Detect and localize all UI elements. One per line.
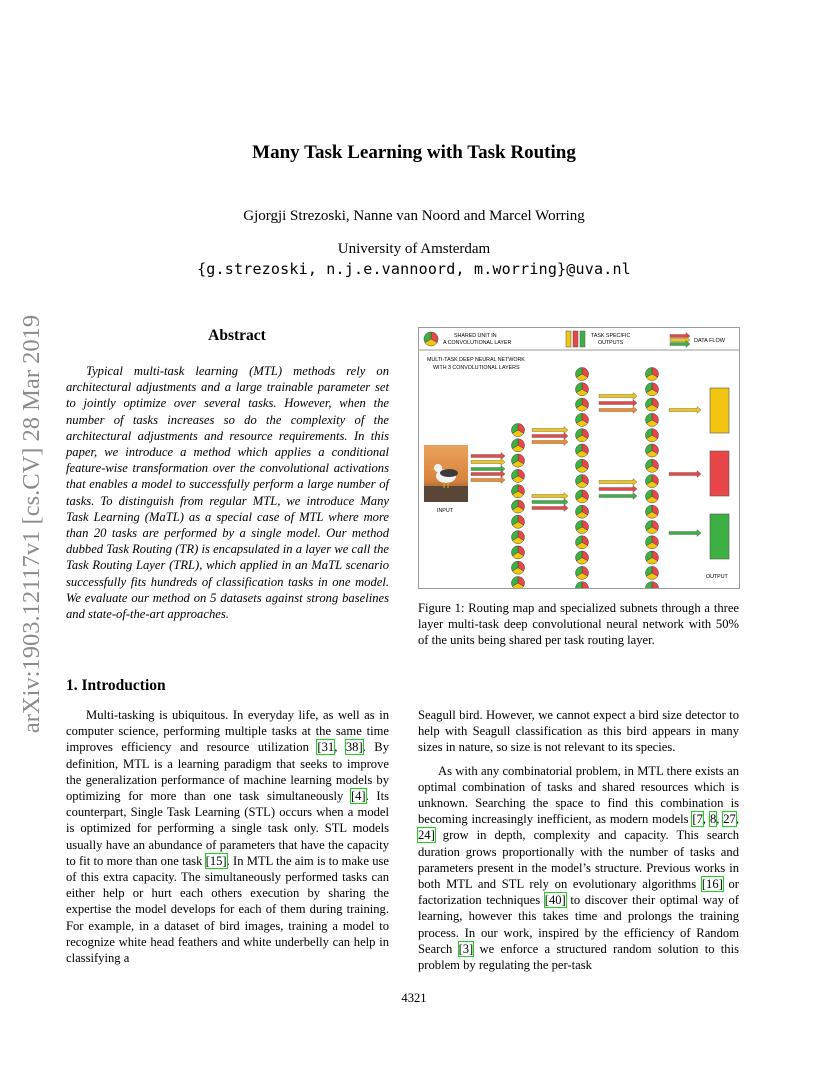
output-bar-yellow — [710, 388, 729, 433]
data-flow-arrow — [532, 439, 568, 446]
output-label: OUTPUT — [706, 574, 728, 580]
paper-emails: {g.strezoski, n.j.e.vannoord, m.worring}@uva.nl — [197, 260, 631, 278]
text-run: we enforce a structured random solution to this problem by regulating the per-task — [418, 941, 739, 973]
citation-link[interactable]: [3] — [458, 941, 474, 956]
intro-paragraph-1-continued: Seagull bird. However, we cannot expect a bird size detector to help with Seagull classification as this bird appears in many sizes in nature, so size is not relevant to its species. — [418, 708, 739, 755]
legend-shared-line1: SHARED UNIT IN — [454, 333, 497, 339]
network-unit — [512, 546, 525, 559]
intro-paragraph-2 — [418, 763, 739, 974]
data-flow-arrow — [669, 407, 701, 414]
figure-1 — [418, 327, 740, 589]
citation-link[interactable]: [40] — [544, 893, 566, 908]
intro-left-column — [66, 707, 389, 966]
shared-unit-icon — [424, 332, 438, 346]
network-unit — [512, 469, 525, 482]
arxiv-stamp — [17, 286, 47, 762]
network-unit — [512, 424, 525, 437]
network-unit — [576, 566, 589, 579]
page-number: 4321 — [401, 991, 427, 1005]
output-bar-green — [710, 514, 729, 559]
network-unit — [646, 566, 659, 579]
text-run: As with any combinatorial problem, in MTL there exists an optimal combination of tasks and shared resources which is unknown. Searching the space to find this combination is becoming increasingly inefficient, as modern models — [418, 763, 739, 827]
citation-link[interactable]: 24] — [418, 828, 435, 843]
citation-link[interactable]: [15] — [205, 853, 227, 868]
network-unit — [512, 561, 525, 574]
citation-link[interactable]: 27 — [723, 812, 736, 827]
data-flow-arrow — [599, 479, 637, 486]
legend-task-icon — [566, 331, 585, 347]
intro-paragraph-1 — [66, 707, 389, 966]
output-bar-red — [710, 451, 729, 496]
legend-task-line1: TASK SPECIFIC — [591, 333, 631, 339]
network-unit — [646, 582, 659, 588]
network-label-line1: MULTI-TASK DEEP NEURAL NETWORK — [427, 357, 525, 363]
network-unit — [512, 577, 525, 589]
data-flow-arrow — [599, 407, 637, 414]
data-flow-arrow — [669, 471, 701, 478]
network-unit — [576, 582, 589, 588]
network-unit — [576, 490, 589, 503]
network-unit — [512, 439, 525, 452]
network-unit — [646, 505, 659, 518]
text-run: or factorization techniques — [418, 877, 739, 908]
text-run: . By definition, MTL is a learning paradigm that seeks to improve the generalization performance of machine learning models by optimizing for more than one task simultaneously — [66, 740, 390, 804]
citation-link[interactable]: 8 — [709, 812, 717, 827]
figure-1-caption: Figure 1: Routing map and specialized subnets through a three layer multi-task deep convolutional neural network with 50% of the units being shared per task routing layer. — [418, 601, 739, 648]
text-run: , — [735, 812, 739, 827]
data-flow-arrow — [532, 499, 568, 506]
network-unit — [576, 536, 589, 549]
network-unit — [646, 398, 659, 411]
data-flow-arrow — [599, 493, 637, 500]
network-unit — [576, 521, 589, 534]
network-unit — [576, 429, 589, 442]
data-flow-arrow — [471, 453, 505, 460]
network-unit — [576, 413, 589, 426]
data-flow-arrow — [669, 530, 701, 537]
network-unit — [512, 515, 525, 528]
arxiv-stamp-text: arXiv:1903.12117v1 [cs.CV] 28 Mar 2019 — [18, 314, 45, 734]
network-unit — [512, 500, 525, 513]
text-run: , — [334, 740, 346, 755]
data-flow-arrow — [599, 400, 637, 407]
text-run: , — [716, 812, 724, 827]
network-unit — [646, 383, 659, 396]
paper-affiliation: University of Amsterdam — [337, 241, 491, 257]
network-unit — [512, 454, 525, 467]
input-image-seagull — [424, 445, 468, 502]
data-flow-arrow — [471, 471, 505, 478]
data-flow-arrow — [532, 427, 568, 434]
network-unit — [576, 551, 589, 564]
legend-shared-line2: A CONVOLUTIONAL LAYER — [443, 340, 512, 346]
legend-task-line2: OUTPUTS — [598, 340, 624, 346]
text-run: Multi-tasking is ubiquitous. In everyday life, as well as in computer science, performing multiple tasks at the same time improves efficiency and resource utilization — [66, 708, 389, 755]
network-unit — [646, 413, 659, 426]
citation-link[interactable]: 38] — [345, 740, 363, 755]
legend-data-flow-label: DATA FLOW — [694, 338, 725, 344]
network-unit — [646, 490, 659, 503]
legend-data-flow-icon — [670, 333, 690, 348]
network-unit — [512, 531, 525, 544]
network-unit — [646, 368, 659, 381]
data-flow-arrow — [599, 393, 637, 400]
data-flow-arrow — [471, 466, 505, 473]
network-unit — [646, 551, 659, 564]
network-unit — [576, 505, 589, 518]
citation-link[interactable]: [7 — [692, 812, 703, 827]
citation-link[interactable]: [31 — [317, 740, 335, 755]
text-run: , — [702, 812, 710, 827]
network-unit — [646, 521, 659, 534]
network-unit — [576, 383, 589, 396]
citation-link[interactable]: [4] — [350, 789, 366, 804]
data-flow-arrow — [532, 493, 568, 500]
text-run: . Its counterpart, Single Task Learning (STL) occurs when a model is optimized for performing a single task only. STL models usually have an abundance of parameters that have the capacity to fit to more than one task — [66, 789, 389, 868]
text-run: grow in depth, complexity and capacity. This search duration grows proportionally with the number of tasks and parameters present in the model’s structure. Previous works in both MTL and STL rely on evolutionary algorithms — [418, 828, 739, 892]
text-run: . In MTL the aim is to make use of this extra capacity. The simultaneously performed tasks can either help or hurt each others execution by sharing the expertise the model develops for each of them during training. For example, in a dataset of bird images, training a model to recognize white head feathers and white underbelly can help in classifying a — [66, 853, 389, 966]
network-label-line2: WITH 3 CONVOLUTIONAL LAYERS — [433, 365, 520, 371]
network-unit — [646, 475, 659, 488]
data-flow-arrow — [532, 505, 568, 512]
network-unit — [576, 398, 589, 411]
section-heading-introduction: 1. Introduction — [66, 677, 166, 694]
network-unit — [646, 536, 659, 549]
network-unit — [576, 475, 589, 488]
paper-title: Many Task Learning with Task Routing — [252, 142, 576, 163]
network-unit — [646, 444, 659, 457]
network-unit — [646, 459, 659, 472]
network-unit — [576, 368, 589, 381]
data-flow-arrow — [532, 433, 568, 440]
citation-link[interactable]: [16] — [701, 877, 723, 892]
intro-right-column — [418, 707, 739, 973]
figure-1-diagram — [419, 328, 739, 588]
network-unit — [576, 459, 589, 472]
data-flow-arrow — [471, 477, 505, 484]
network-unit — [646, 429, 659, 442]
input-label: INPUT — [437, 508, 453, 514]
paper-authors: Gjorgji Strezoski, Nanne van Noord and Marcel Worring — [243, 208, 585, 224]
legend-unit-icon — [424, 332, 438, 346]
data-flow-arrow — [471, 459, 505, 466]
network-unit — [512, 485, 525, 498]
abstract-heading: Abstract — [208, 327, 266, 344]
abstract-text: Typical multi-task learning (MTL) methods rely on architectural adjustments and a large trainable parameter set to jointly optimize over several tasks. However, when the number of tasks increases so do the complexity of the architectural adjustments and resource requirements. In this paper, we introduce a method which applies a conditional feature-wise transformation over the convolutional activations that enables a model to successfully perform a large number of tasks. To distinguish from regular MTL, we introduce Many Task Learning (MaTL) as a special case of MTL where more than 20 tasks are performed by a single model. Our method dubbed Task Routing (TR) is encapsulated in a layer we call the Task Routing Layer (TRL), which applied in an MaTL scenario successfully fits hundreds of classification tasks in one model. We evaluate our method on 5 datasets against strong baselines and state-of-the-art approaches. — [66, 364, 389, 622]
data-flow-arrow — [599, 486, 637, 493]
network-unit — [576, 444, 589, 457]
text-run: to discover their optimal way of learning, however this takes time and prolongs the training process. In our work, inspired by the efficiency of Random Search — [418, 893, 739, 956]
